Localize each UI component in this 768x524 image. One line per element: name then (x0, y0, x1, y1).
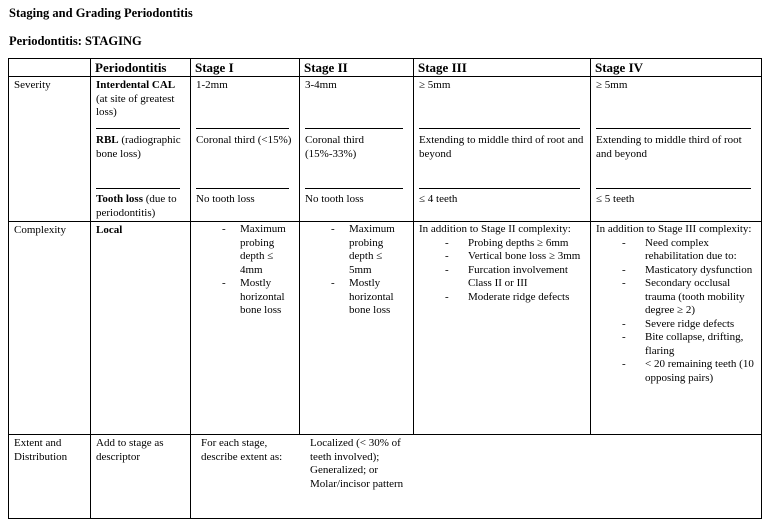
severity-row (9, 77, 762, 222)
criterion-name-rest: (due to periodontitis) (96, 193, 177, 219)
complexity-intro: In addition to Stage II complexity: (419, 223, 571, 235)
complexity-stage4-cell (591, 222, 762, 435)
criterion-tooth-loss (91, 189, 190, 221)
rbl-value: Extending to middle third of root and beyond (419, 134, 584, 160)
header-periodontitis: Periodontitis (91, 59, 191, 77)
extent-detail-cell (191, 435, 762, 519)
list-item: - Mostly horizontal bone loss (222, 277, 294, 318)
dash-bullet (622, 264, 645, 278)
list-item: - < 20 remaining teeth (10 opposing pairs) (622, 358, 756, 385)
complexity-intro: In addition to Stage III complexity: (596, 223, 752, 235)
extent-categories: Localized (< 30% of teeth involved); Generalized; or Molar/incisor pattern (310, 437, 404, 490)
extent-row (9, 435, 762, 519)
list-item: - Maximum probing depth ≤ 5mm (331, 223, 408, 277)
criterion-name-bold: Interdental CAL (96, 79, 176, 91)
cal-value: ≥ 5mm (419, 79, 451, 91)
list-item: - Bite collapse, drifting, flaring (622, 331, 756, 358)
tooth-loss-value: ≤ 5 teeth (596, 193, 635, 205)
criterion-name-rest: (radiographic bone loss) (96, 134, 181, 160)
list-item: - Vertical bone loss ≥ 3mm (445, 250, 585, 264)
dash-bullet (445, 291, 468, 305)
dash-bullet (622, 318, 645, 332)
rbl-value: Extending to middle third of root and beyond (596, 134, 742, 160)
severity-stage3-cell (414, 77, 591, 222)
list-item: - Secondary occlusal trauma (tooth mobility degree ≥ 2) (622, 277, 756, 318)
staging-table (8, 58, 762, 519)
extent-instruction: For each stage, describe extent as: (201, 437, 283, 463)
cal-value: 1-2mm (196, 79, 228, 91)
tooth-loss-value: No tooth loss (196, 193, 255, 205)
dash-bullet (622, 331, 645, 345)
complexity-stage2-cell (300, 222, 414, 435)
severity-stage4-cell (591, 77, 762, 222)
rbl-value: Coronal third (<15%) (196, 134, 292, 146)
section-subtitle: Periodontitis: STAGING (9, 34, 142, 48)
header-stage-3: Stage III (414, 59, 591, 77)
dash-bullet (222, 223, 240, 237)
extent-descriptor-cell: Add to stage as descriptor (91, 435, 191, 519)
severity-stage1-cell (191, 77, 300, 222)
cal-value: ≥ 5mm (596, 79, 628, 91)
dash-bullet (622, 237, 645, 251)
list-item: - Severe ridge defects (622, 318, 756, 332)
tooth-loss-value: No tooth loss (305, 193, 364, 205)
list-item: - Furcation involvement Class II or III (445, 264, 585, 291)
severity-criteria-cell (91, 77, 191, 222)
list-item: - Masticatory dysfunction (622, 264, 756, 278)
criterion-name-bold: RBL (96, 134, 119, 146)
criterion-rbl (91, 129, 190, 188)
dash-bullet (622, 277, 645, 291)
dash-bullet (622, 358, 645, 372)
complexity-local-cell (91, 222, 191, 435)
rbl-value: Coronal third (15%-33%) (305, 134, 364, 160)
tooth-loss-value: ≤ 4 teeth (419, 193, 458, 205)
extent-row-label: Extent and Distribution (9, 435, 91, 519)
criterion-interdental-cal (91, 77, 190, 128)
list-item: - Mostly horizontal bone loss (331, 277, 408, 318)
dash-bullet (445, 237, 468, 251)
list-item: - Moderate ridge defects (445, 291, 585, 305)
complexity-local: Local (96, 224, 123, 236)
document-title: Staging and Grading Periodontitis (9, 6, 193, 20)
complexity-stage3-cell (414, 222, 591, 435)
header-stage-2: Stage II (300, 59, 414, 77)
list-item: - Probing depths ≥ 6mm (445, 237, 585, 251)
list-item: - Need complex rehabilitation due to: (622, 237, 756, 264)
complexity-row-label: Complexity (9, 222, 91, 435)
dash-bullet (222, 277, 240, 291)
dash-bullet (331, 277, 349, 291)
criterion-name-rest: (at site of greatest loss) (96, 92, 175, 118)
header-stage-1: Stage I (191, 59, 300, 77)
header-empty-cell (9, 59, 91, 77)
complexity-stage1-cell (191, 222, 300, 435)
table-header-row (9, 59, 762, 77)
complexity-row (9, 222, 762, 435)
severity-row-label: Severity (9, 77, 91, 222)
header-stage-4: Stage IV (591, 59, 762, 77)
cal-value: 3-4mm (305, 79, 337, 91)
severity-stage2-cell (300, 77, 414, 222)
criterion-name-bold: Tooth loss (96, 193, 143, 205)
list-item: - Maximum probing depth ≤ 4mm (222, 223, 294, 277)
dash-bullet (331, 223, 349, 237)
dash-bullet (445, 264, 468, 278)
dash-bullet (445, 250, 468, 264)
